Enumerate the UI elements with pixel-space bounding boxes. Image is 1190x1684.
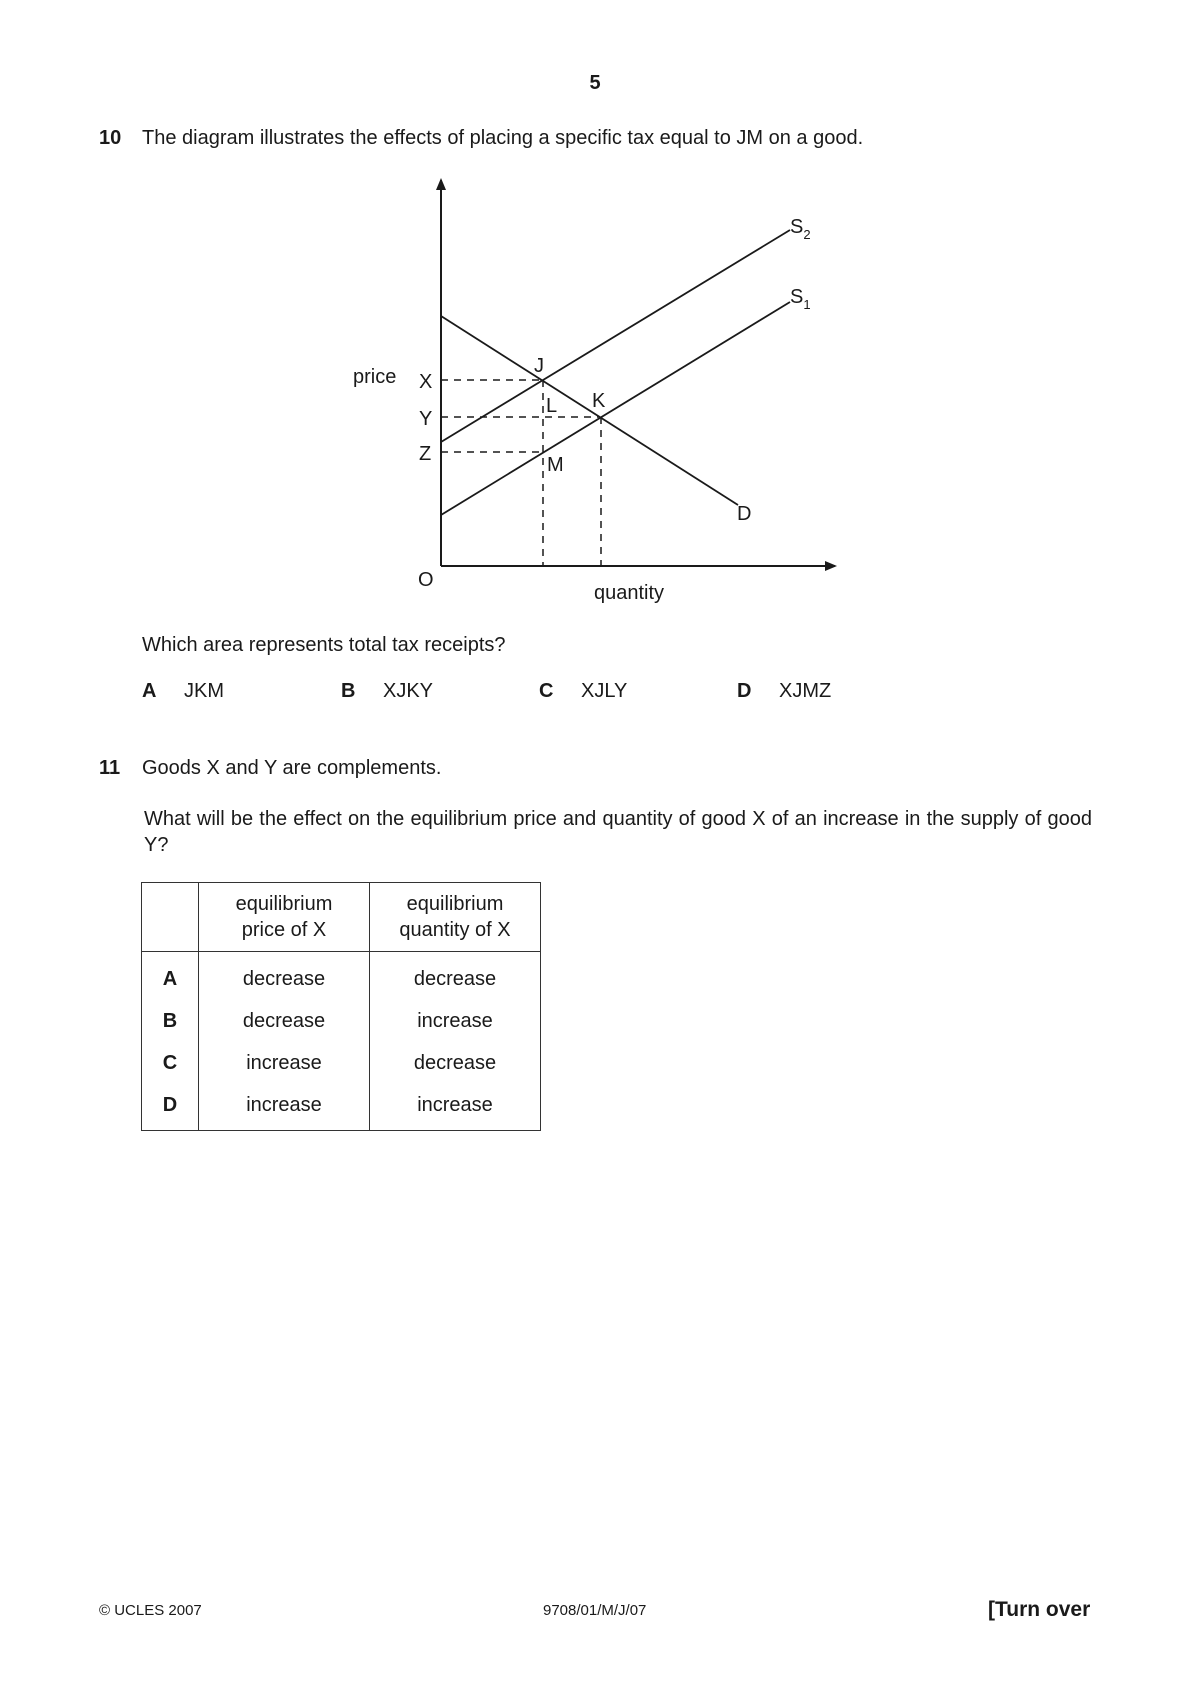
table-header-quantity: equilibrium quantity of X [370,883,541,952]
origin-label: O [418,569,434,591]
question-11-prompt: What will be the effect on the equilibrium price and quantity of good X of an increase in the supply of good Y? [144,808,1092,856]
y-axis-label: price [353,366,397,388]
x-axis-label: quantity [594,582,665,604]
option-a [142,680,224,703]
row-quantity: increase [370,1084,541,1131]
table-row [142,952,541,1001]
option-d-letter: D [737,680,752,702]
price-label-z: Z [419,443,432,465]
option-d-text: XJMZ [779,680,832,702]
row-letter: C [142,1042,199,1084]
table-row [142,1084,541,1131]
question-10-number: 10 [99,127,122,149]
row-letter: D [142,1084,199,1131]
row-price: increase [199,1084,370,1131]
point-label-l: L [546,395,558,417]
page-number: 5 [589,72,601,94]
option-a-letter: A [142,680,157,702]
turn-over: [Turn over [988,1598,1091,1621]
price-label-x: X [419,371,433,393]
row-letter: B [142,1000,199,1042]
d-curve-label: D [737,503,752,525]
option-a-text: JKM [184,680,224,702]
row-quantity: decrease [370,952,541,1001]
table-header-empty [142,883,199,952]
supply-curve-s1 [441,302,790,515]
row-letter: A [142,952,199,1001]
point-label-m: M [547,454,564,476]
table-header-row [142,883,541,952]
question-10-text: The diagram illustrates the effects of placing a specific tax equal to JM on a good. [142,127,864,149]
demand-curve [441,316,738,505]
paper-code: 9708/01/M/J/07 [543,1602,647,1619]
row-quantity: decrease [370,1042,541,1084]
supply-curve-s2 [441,230,790,442]
option-c-text: XJLY [581,680,628,702]
row-quantity: increase [370,1000,541,1042]
option-c-letter: C [539,680,554,702]
table-header-price: equilibrium price of X [199,883,370,952]
tax-diagram [0,0,1190,640]
s2-curve-label: $S_2$ [790,216,811,242]
s1-curve-label: $S_1$ [790,286,811,312]
option-d [737,680,832,703]
table-row [142,1042,541,1084]
question-10-prompt: Which area represents total tax receipts? [142,634,506,656]
row-price: decrease [199,952,370,1001]
option-c [539,680,628,703]
price-label-y: Y [419,408,433,430]
row-price: decrease [199,1000,370,1042]
option-b [341,680,434,703]
question-11-number: 11 [99,757,121,779]
row-price: increase [199,1042,370,1084]
option-b-text: XJKY [383,680,434,702]
point-label-k: K [592,390,606,412]
answer-table [141,882,541,1131]
point-label-j: J [534,355,544,377]
table-row [142,1000,541,1042]
question-11-text: Goods X and Y are complements. [142,757,442,779]
option-b-letter: B [341,680,356,702]
copyright: © UCLES 2007 [99,1602,202,1619]
